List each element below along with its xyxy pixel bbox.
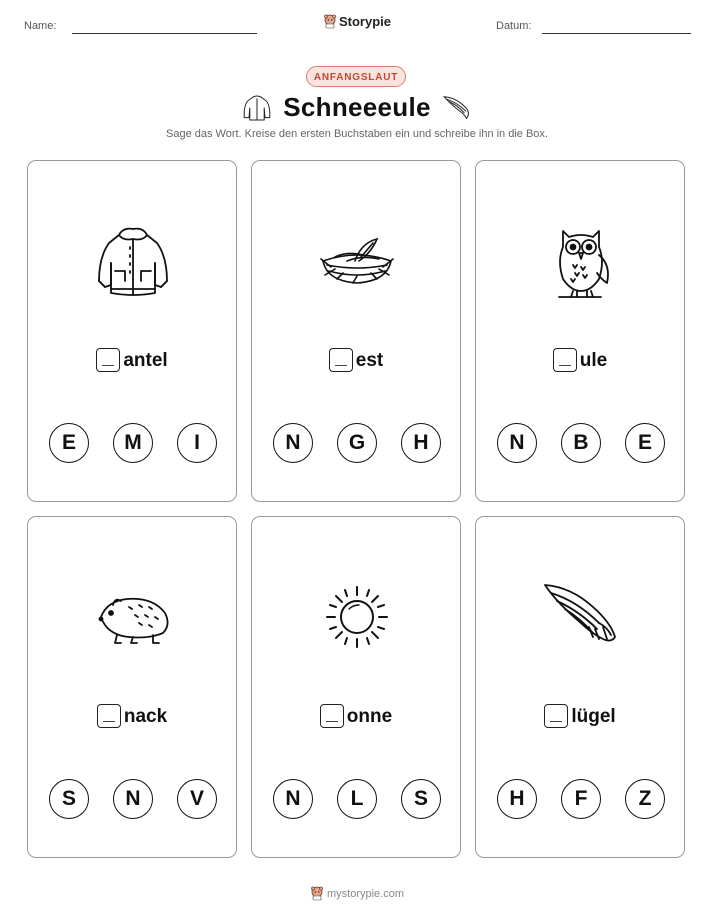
word	[476, 704, 684, 728]
brand-name: Storypie	[338, 14, 391, 29]
choice-letter[interactable]: V	[177, 779, 217, 819]
answer-box[interactable]	[544, 704, 568, 728]
nest-icon	[317, 221, 397, 301]
page-title: Schneeeule	[283, 92, 431, 122]
word-ending: est	[355, 350, 384, 371]
choice-letter[interactable]: I	[177, 423, 217, 463]
word	[252, 704, 460, 728]
choice-letter[interactable]: N	[113, 779, 153, 819]
word	[476, 348, 684, 372]
choice-letter[interactable]: N	[497, 423, 537, 463]
choice-letter[interactable]: M	[113, 423, 153, 463]
name-label: Name:	[24, 20, 57, 32]
sun-icon	[317, 577, 397, 657]
wing-icon	[541, 577, 621, 657]
card-1	[27, 160, 237, 502]
answer-box[interactable]	[329, 348, 353, 372]
choice-letter[interactable]: G	[337, 423, 377, 463]
word	[28, 348, 236, 372]
choice-letter[interactable]: S	[49, 779, 89, 819]
choice-letter[interactable]: Z	[625, 779, 665, 819]
choice-letter[interactable]: B	[561, 423, 601, 463]
name-line[interactable]	[72, 33, 257, 34]
choice-letter[interactable]: H	[401, 423, 441, 463]
answer-box[interactable]	[320, 704, 344, 728]
answer-box[interactable]	[96, 348, 120, 372]
word-ending: ule	[579, 350, 608, 371]
word	[28, 704, 236, 728]
brand	[0, 14, 714, 29]
jacket-icon	[93, 221, 173, 301]
choice-letter[interactable]: S	[401, 779, 441, 819]
word-ending: nack	[123, 706, 168, 727]
word-ending: lügel	[571, 706, 616, 727]
choice-letter[interactable]: E	[625, 423, 665, 463]
category-pill: ANFANGSLAUT	[306, 66, 406, 87]
word-ending: onne	[346, 706, 393, 727]
card-3	[475, 160, 685, 502]
choice-letter[interactable]: L	[337, 779, 377, 819]
wing-icon	[441, 92, 473, 124]
choice-letter[interactable]: E	[49, 423, 89, 463]
answer-box[interactable]	[97, 704, 121, 728]
choice-letter[interactable]: N	[273, 423, 313, 463]
card-2	[251, 160, 461, 502]
choice-letter[interactable]: N	[273, 779, 313, 819]
choice-letter[interactable]: F	[561, 779, 601, 819]
card-6	[475, 516, 685, 858]
footer	[0, 886, 714, 900]
mascot-icon	[323, 14, 337, 28]
card-5	[251, 516, 461, 858]
owl-icon	[541, 221, 621, 301]
instructions: Sage das Wort. Kreise den ersten Buchstaben ein und schreibe ihn in die Box.	[166, 128, 548, 140]
word	[252, 348, 460, 372]
card-4	[27, 516, 237, 858]
answer-box[interactable]	[553, 348, 577, 372]
date-line[interactable]	[542, 33, 691, 34]
date-label: Datum:	[496, 20, 532, 32]
footer-url[interactable]: mystorypie.com	[326, 888, 405, 900]
hamster-icon	[93, 577, 173, 657]
word-ending: antel	[123, 350, 168, 371]
choice-letter[interactable]: H	[497, 779, 537, 819]
mascot-icon	[310, 886, 324, 900]
